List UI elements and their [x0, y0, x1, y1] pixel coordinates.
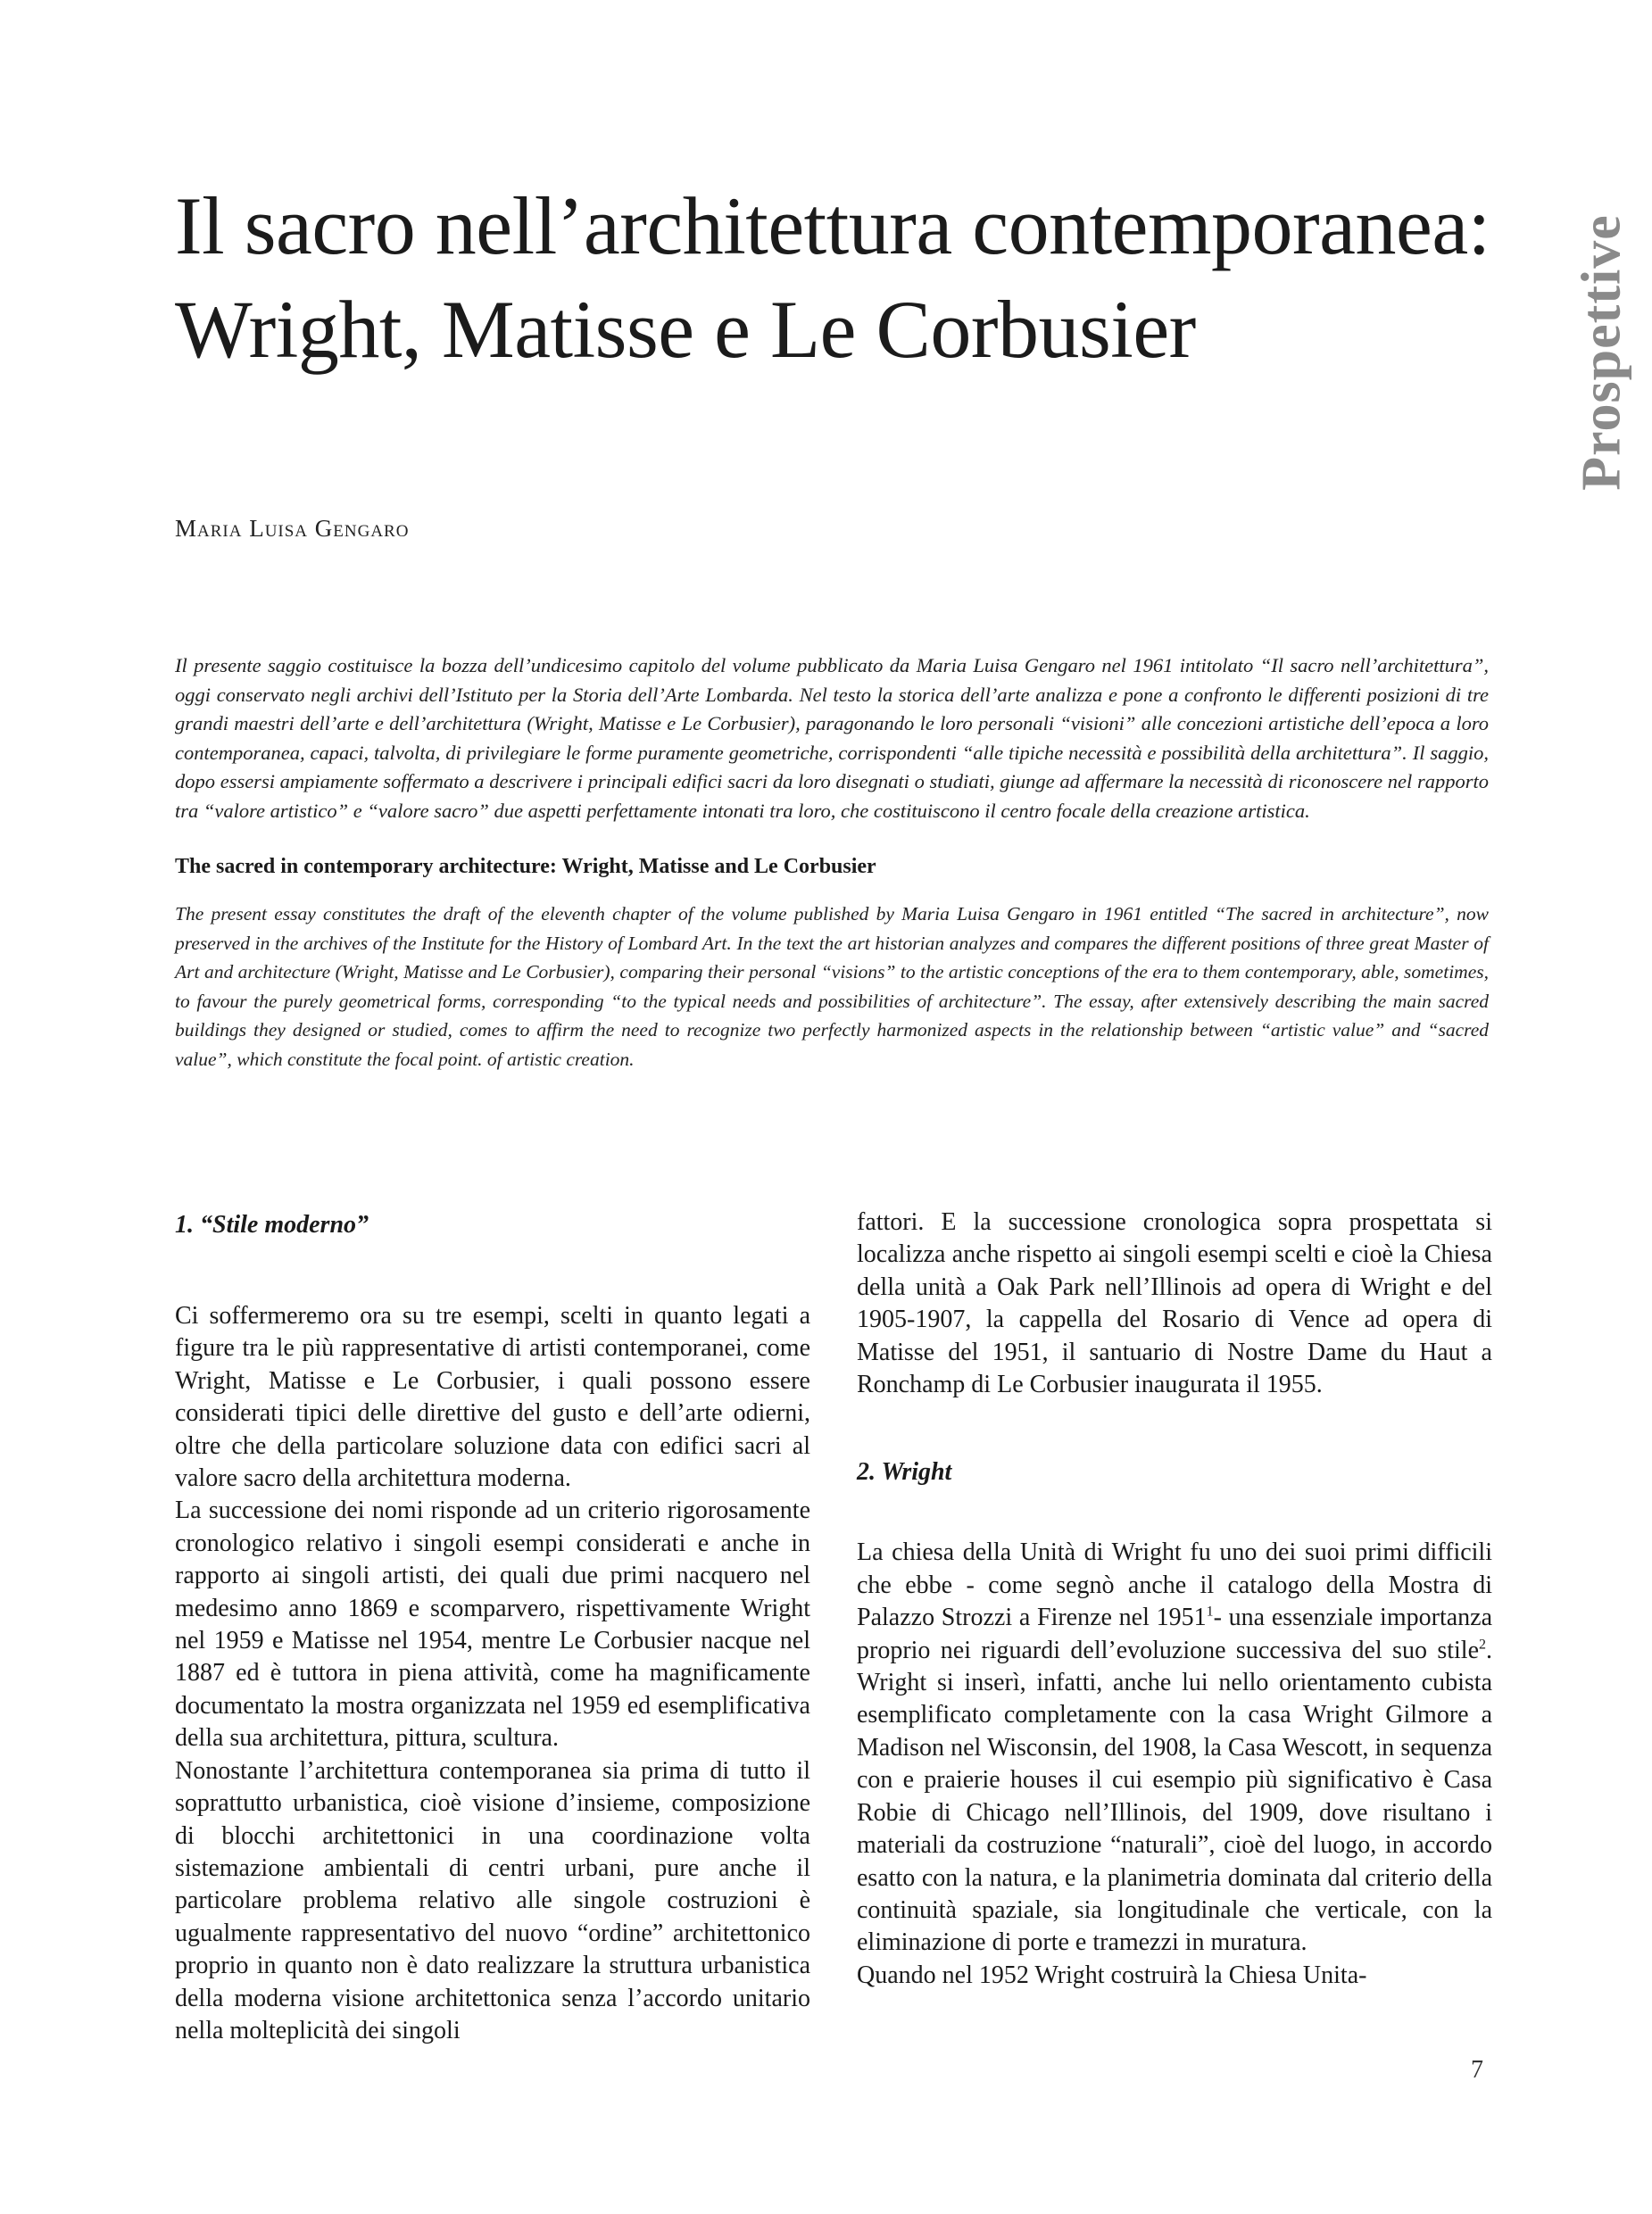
section-1-heading: 1. “Stile moderno”	[175, 1211, 369, 1239]
english-title: The sacred in contemporary architecture: Wright, Matisse and Le Corbusier	[175, 855, 876, 878]
body-column-left	[175, 1209, 810, 2047]
footnote-ref-1[interactable]: 1	[1206, 1604, 1214, 1620]
article-title	[175, 174, 1532, 381]
paragraph	[857, 1537, 1492, 1959]
section-tag	[1557, 205, 1647, 500]
paragraph: La successione dei nomi risponde ad un criterio rigorosamente cronologico relativo i singoli esempi considerati e anche in rapporto ai singoli artisti, dei quali due primi nacquero nel medesimo anno 1869 e scomparvero, rispettivamente Wright nel 1959 e Matisse nel 1954, mentre Le Corbusier nacque nel 1887 ed è tuttora in piena attività, come ha magnificamente documentato la mostra organizzata nel 1959 ed esemplificativa della sua architettura, pittura, scultura.	[175, 1497, 810, 1753]
title-line-2: Wright, Matisse e Le Corbusier	[175, 284, 1196, 375]
section-2-heading: 2. Wright	[857, 1458, 952, 1487]
paragraph: fattori. E la successione cronologica sopra prospettata si localizza anche rispetto ai singoli esempi scelti e cioè la Chiesa della unità a Oak Park nell’Illinois ad opera di Wright e del 1905-1907, la cappella del Rosario di Vence ad opera di Matisse del 1951, il santuario di Nostre Dame du Haut a Ronchamp di Le Corbusier inaugurata il 1955.	[857, 1208, 1492, 1399]
section-tag-label: Prospettive	[1571, 214, 1632, 491]
text-run: . Wright si inserì, infatti, anche lui nello orientamento cubista esemplificato completamente con la casa Wright Gilmore a Madison nel Wisconsin, del 1908, la Casa Wescott, in sequenza con e praierie houses il cui esempio più significativo è Casa Robie di Chicago nell’Illinois, del 1909, dove risultano i materiali da costruzione “naturali”, cioè del luogo, in accordo esatto con la natura, e la planimetria dominata dal criterio della continuità spaziale, sia longitudinale che verticale, con la eliminazione di porte e tramezzi in muratura.	[857, 1636, 1492, 1957]
english-abstract: The present essay constitutes the draft of the eleventh chapter of the volume published by Maria Luisa Gengaro in 1961 entitled “The sacred in architecture”, now preserved in the archives of the Institute for the History of Lombard Art. In the text the art historian analyzes and compares the different positions of three great Master of Art and architecture (Wright, Matisse and Le Corbusier), comparing their personal “visions” to the artistic conceptions of the era to them contemporary, able, sometimes, to favour the purely geometrical forms, corresponding “to the typical needs and possibilities of architecture”. The essay, after extensively describing the main sacred buildings they designed or studied, comes to affirm the need to recognize two perfectly harmonized aspects in the relationship between “artistic value” and “sacred value”, which constitute the focal point. of artistic creation.	[175, 903, 1489, 1070]
text-run: - una essenziale importanza proprio nei riguardi dell’evoluzione successiva del suo stile	[857, 1604, 1493, 1664]
paragraph: Quando nel 1952 Wright costruirà la Chiesa Unita-	[857, 1961, 1367, 1989]
italian-abstract: Il presente saggio costituisce la bozza dell’undicesimo capitolo del volume pubblicato da Maria Luisa Gengaro nel 1961 intitolato “Il sacro nell’architettura”, oggi conservato negli archivi dell’Istituto per la Storia dell’Arte Lombarda. Nel testo la storica dell’arte analizza e pone a confronto le differenti posizioni di tre grandi maestri dell’arte e dell’architettura (Wright, Matisse e Le Corbusier), paragonando le loro personali “visioni” alle concezioni artistiche dell’epoca a loro contemporanea, capaci, talvolta, di privilegiare le forme puramente geometriche, corrispondenti “alle tipiche necessità e possibilità della architettura”. Il saggio, dopo essersi ampiamente soffermato a descrivere i principali edifici sacri da loro disegnati o studiati, giunge ad affermare la necessità di riconoscere nel rapporto tra “valore artistico” e “valore sacro” due aspetti perfettamente intonati tra loro, che costituiscono il centro focale della creazione artistica.	[175, 654, 1489, 822]
footnote-ref-2[interactable]: 2	[1479, 1637, 1486, 1653]
paragraph: Ci soffermeremo ora su tre esempi, scelti in quanto legati a figure tra le più rappresentative di artisti contemporanei, come Wright, Matisse e Le Corbusier, i quali possono essere considerati tipici delle direttive del gusto e dell’arte odierni, oltre che della particolare soluzione data con edifici sacri al valore sacro della architettura moderna.	[175, 1302, 810, 1493]
title-line-1: Il sacro nell’architettura contemporanea:	[175, 180, 1490, 271]
paragraph: Nonostante l’architettura contemporanea sia prima di tutto il soprattutto urbanistica, cioè visione d’insieme, composizione di blocchi architettonici in una coordinazione volta sistemazione ambientali di centri urbani, pure anche il particolare problema relativo alle singole costruzioni è ugualmente rappresentativo del nuovo “ordine” architettonico proprio in quanto non è dato realizzare la struttura urbanistica della moderna visione architettonica senza l’accordo unitario nella molteplicità dei singoli	[175, 1756, 810, 2044]
author-name: Maria Luisa Gengaro	[175, 515, 410, 542]
body-column-right	[857, 1207, 1492, 1992]
text-run: La chiesa della Unità di Wright fu uno dei suoi primi difficili che ebbe - come segnò anche il catalogo della Mostra di Palazzo Strozzi a Firenze nel 1951	[857, 1538, 1492, 1632]
page-number: 7	[1471, 2056, 1483, 2084]
